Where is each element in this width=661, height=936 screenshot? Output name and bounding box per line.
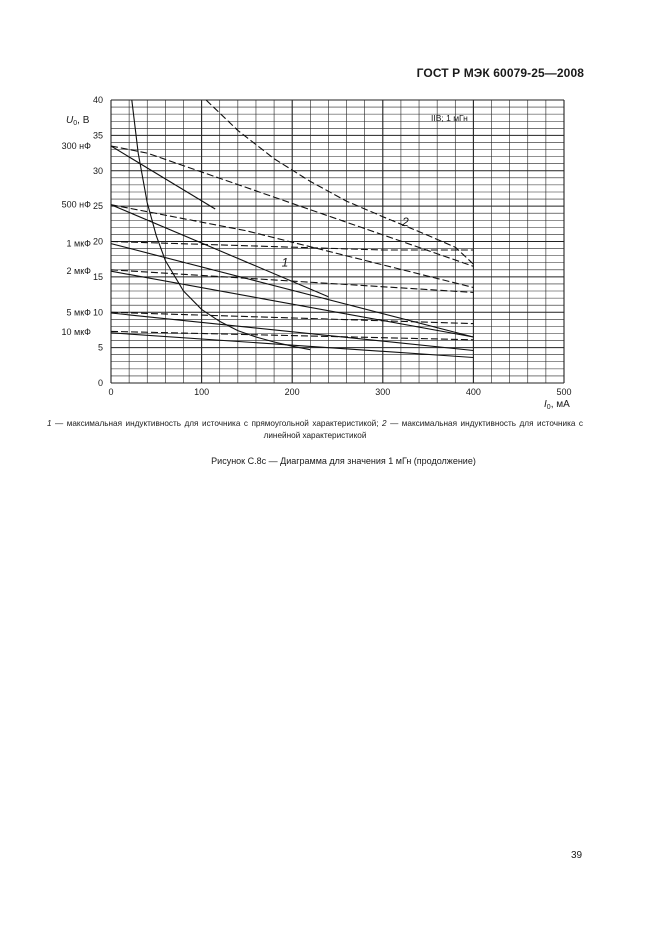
document-header: ГОСТ Р МЭК 60079-25—2008 (416, 66, 584, 80)
x-tick-label: 400 (465, 387, 481, 397)
x-tick-label: 300 (375, 387, 391, 397)
chart-annotation: IIB; 1 мГн (431, 113, 468, 123)
capacitance-label: 2 мкФ (66, 266, 91, 277)
x-axis-label: $I_0$, мА (544, 399, 570, 411)
y-tick-label: 30 (92, 165, 103, 176)
capacitance-label: 5 мкФ (66, 307, 91, 318)
legend-note (47, 418, 583, 442)
series-line-2 (206, 100, 473, 264)
y-tick-label: 35 (92, 130, 103, 141)
legend-text-1: — максимальная индуктивность для источника с прямоугольной характеристикой; (51, 419, 383, 428)
curve-label: 2 (402, 214, 409, 229)
page-number: 39 (571, 850, 583, 861)
capacitance-label: 10 мкФ (61, 327, 91, 338)
figure-caption: Рисунок С.8с — Диаграмма для значения 1 мГн (продолжение) (211, 456, 476, 466)
y-tick-label: 15 (92, 271, 103, 282)
y-tick-label: 20 (92, 236, 103, 247)
capacitance-label: 500 нФ (61, 199, 91, 210)
y-axis-label: $U_0$, В (66, 115, 90, 127)
inductance-chart (0, 0, 661, 420)
y-tick-label: 40 (92, 95, 103, 105)
x-tick-label: 500 (556, 387, 572, 397)
y-tick-label: 0 (97, 378, 103, 388)
y-tick-label: 25 (92, 201, 103, 212)
legend-number-2: 2 (382, 419, 387, 428)
y-tick-label: 5 (97, 342, 103, 353)
legend-number-1: 1 (47, 419, 52, 428)
x-tick-label: 100 (194, 387, 210, 397)
series-line-4 (111, 146, 215, 209)
x-tick-label: 0 (108, 387, 114, 397)
curve-label: 1 (281, 255, 289, 270)
capacitance-label: 1 мкФ (66, 238, 91, 249)
capacitance-label: 300 нФ (61, 140, 91, 151)
y-tick-label: 10 (92, 307, 103, 318)
x-tick-label: 200 (284, 387, 300, 397)
legend-text-2: — максимальная индуктивность для источника с линейной характеристикой (263, 419, 583, 440)
chart-grid (111, 100, 564, 383)
